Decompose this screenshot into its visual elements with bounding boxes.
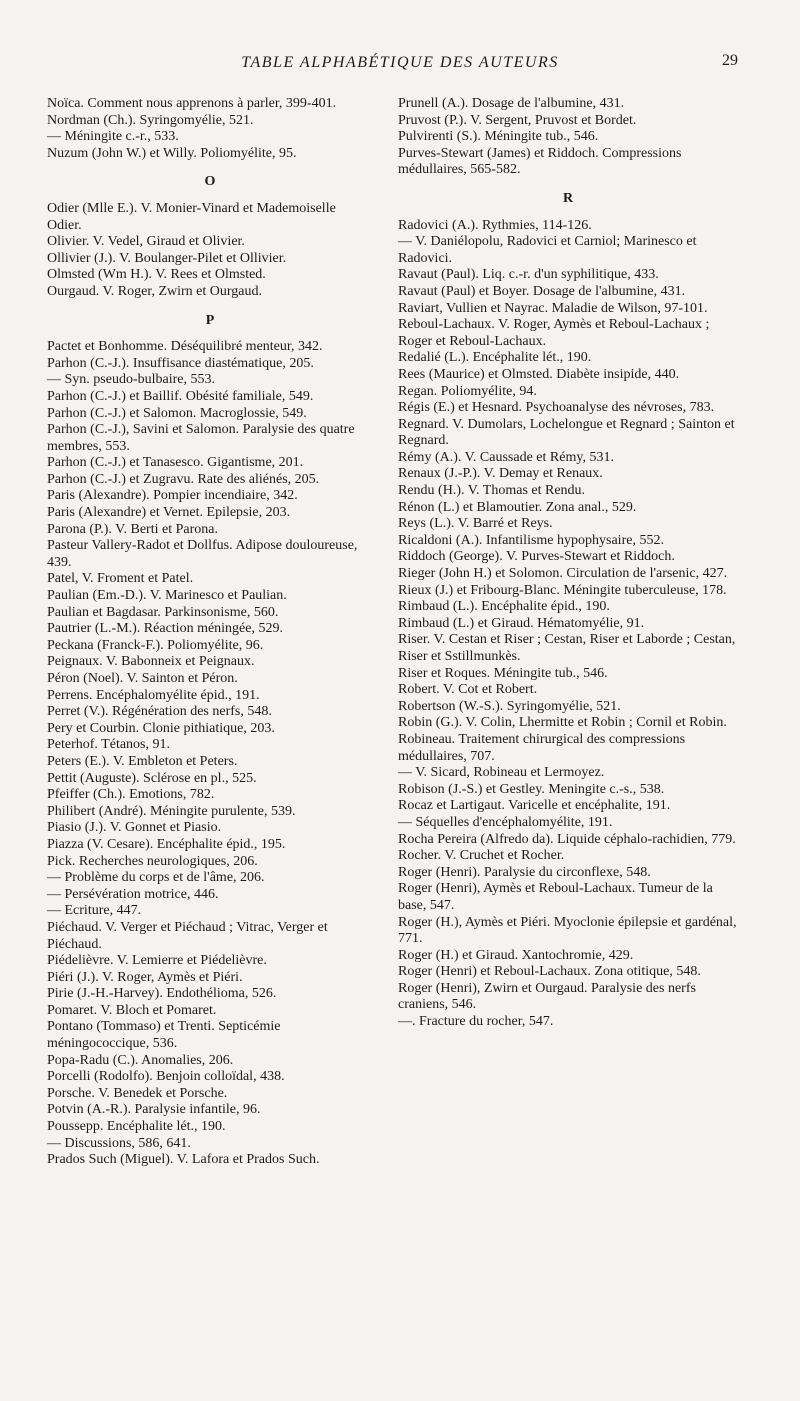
index-entry: Robertson (W.-S.). Syringomyélie, 521. [398,698,621,714]
index-entry: Reys (L.). V. Barré et Reys. [398,516,553,532]
index-entry: Pomaret. V. Bloch et Pomaret. [47,1002,217,1018]
index-entry: Porsche. V. Benedek et Porsche. [47,1085,228,1101]
index-entry: Parona (P.). V. Berti et Parona. [47,521,218,537]
index-entry: Pactet et Bonhomme. Déséquilibré menteur, 342. [47,339,323,355]
index-entry: Parhon (C.-J.) et Salomon. Macroglossie, 549. [47,405,307,421]
index-entry: Rendu (H.). V. Thomas et Rendu. [398,483,586,499]
index-entry: Paris (Alexandre) et Vernet. Epilepsie, 203. [47,505,291,521]
index-entry: Popa-Radu (C.). Anomalies, 206. [47,1052,234,1068]
index-entry: Peckana (Franck-F.). Poliomyélite, 96. [47,637,264,653]
left-column [47,96,373,1169]
index-entry: Redalié (L.). Encéphalite lét., 190. [398,350,592,366]
index-entry: Prunell (A.). Dosage de l'albumine, 431. [398,96,625,111]
index-entry: Ricaldoni (A.). Infantilisme hypophysaire, 552. [398,532,664,548]
index-entry: Parhon (C.-J.), Savini et Salomon. Paralysie des quatre membres, 553. [47,422,355,454]
index-entry: Ollivier (J.). V. Boulanger-Pilet et Ollivier. [47,250,287,266]
index-entry: Pasteur Vallery-Radot et Dollfus. Adipose douloureuse, 439. [47,538,358,570]
index-entry: Robison (J.-S.) et Gestley. Meningite c.-s., 538. [398,781,665,797]
index-entry: Porcelli (Rodolfo). Benjoin colloïdal, 438. [47,1069,285,1085]
index-entry: Noïca. Comment nous apprenons à parler, 399-401. [47,96,337,111]
index-entry: Parhon (C.-J.) et Baillif. Obésité familiale, 549. [47,388,314,404]
index-entry: Potvin (A.-R.). Paralysie infantile, 96. [47,1102,261,1118]
index-entry: Philibert (André). Méningite purulente, 539. [47,803,296,819]
index-entry: Regan. Poliomyélite, 94. [398,383,537,399]
index-entry: Pautrier (L.-M.). Réaction méningée, 529. [47,621,283,637]
index-entry: — V. Daniélopolu, Radovici et Carniol; Marinesco et Radovici. [398,234,697,266]
index-entry: Rieux (J.) et Fribourg-Blanc. Méningite tuberculeuse, 178. [398,582,727,598]
index-entry: Pontano (Tommaso) et Trenti. Septicémie méningococcique, 536. [47,1019,281,1052]
index-entry: Rénon (L.) et Blamoutier. Zona anal., 529. [398,499,637,515]
index-entry: — Syn. pseudo-bulbaire, 553. [47,372,215,388]
index-entry: Piéchaud. V. Verger et Piéchaud ; Vitrac, Verger et Piéchaud. [47,919,328,952]
index-entry: Patel, V. Froment et Patel. [47,571,194,587]
index-entry: Riddoch (George). V. Purves-Stewart et Riddoch. [398,549,675,565]
index-entry: Rimbaud (L.) et Giraud. Hématomyélie, 91. [398,615,645,631]
index-entry: Roger (H.), Aymès et Piéri. Myoclonie épilepsie et gardénal, 771. [398,914,737,947]
index-entry: Roger (Henri). Paralysie du circonflexe, 548. [398,864,651,880]
index-entry: Rocha Pereira (Alfredo da). Liquide céphalo-rachidien, 779. [398,831,736,847]
index-entry: Perret (V.). Régénération des nerfs, 548. [47,704,272,720]
index-entry: Rimbaud (L.). Encéphalite épid., 190. [398,599,610,615]
index-entry: Piazza (V. Cesare). Encéphalite épid., 195. [47,836,286,852]
index-entry: Piéri (J.). V. Roger, Aymès et Piéri. [47,969,243,985]
index-entry: Peignaux. V. Babonneix et Peignaux. [47,654,255,670]
index-entry: Pirie (J.-H.-Harvey). Endothélioma, 526. [47,986,277,1002]
index-entry: Paulian (Em.-D.). V. Marinesco et Paulian. [47,588,287,604]
index-entry: Ravaut (Paul) et Boyer. Dosage de l'albumine, 431. [398,283,686,299]
index-entry: Robin (G.). V. Colin, Lhermitte et Robin ; Cornil et Robin. [398,715,727,731]
index-entry: Nordman (Ch.). Syringomyélie, 521. [47,112,254,128]
index-entry: Perrens. Encéphalomyélite épid., 191. [47,687,260,703]
index-entry: Peters (E.). V. Embleton et Peters. [47,753,238,769]
index-entry: Nuzum (John W.) et Willy. Poliomyélite, 95. [47,145,297,161]
index-entry: Paris (Alexandre). Pompier incendiaire, 342. [47,488,298,504]
index-entry: Roger (Henri), Aymès et Reboul-Lachaux. Tumeur de la base, 547. [398,881,713,913]
index-entry: Rieger (John H.) et Solomon. Circulation de l'arsenic, 427. [398,566,728,582]
index-entry: —. Fracture du rocher, 547. [398,1014,554,1030]
index-entry: Ravaut (Paul). Liq. c.-r. d'un syphilitique, 433. [398,267,659,283]
section-letter: R [562,190,574,206]
index-entry: — Problème du corps et de l'âme, 206. [47,870,265,886]
index-entry: Pruvost (P.). V. Sergent, Pruvost et Bordet. [398,112,637,128]
index-entry: — V. Sicard, Robineau et Lermoyez. [398,765,605,781]
index-entry: — Discussions, 586, 641. [47,1135,191,1151]
index-entry: Poussepp. Encéphalite lét., 190. [47,1119,226,1135]
index-entry: Regnard. V. Dumolars, Lochelongue et Regnard ; Sainton et Regnard. [398,416,735,449]
right-column [398,96,738,1031]
index-entry: Rocher. V. Cruchet et Rocher. [398,848,565,864]
index-entry: Reboul-Lachaux. V. Roger, Aymès et Reboul-Lachaux ; Roger et Reboul-Lachaux. [398,317,710,349]
index-entry: Roger (H.) et Giraud. Xantochromie, 429. [398,947,634,963]
index-entry: Régis (E.) et Hesnard. Psychoanalyse des névroses, 783. [398,400,715,416]
index-entry: Robineau. Traitement chirurgical des compressions médullaires, 707. [398,731,686,764]
index-entry: Prados Such (Miguel). V. Lafora et Prados Such. [47,1152,320,1168]
index-entry: — Ecriture, 447. [47,903,142,919]
index-entry: Pettit (Auguste). Sclérose en pl., 525. [47,770,257,786]
index-entry: Renaux (J.-P.). V. Demay et Renaux. [398,466,603,482]
index-entry: Piédelièvre. V. Lemierre et Piédelièvre. [47,953,267,969]
page-header [0,54,800,84]
section-letter: O [204,174,216,190]
index-entry: Robert. V. Cot et Robert. [398,682,538,698]
index-entry: Raviart, Vullien et Nayrac. Maladie de Wilson, 97-101. [398,300,708,316]
index-entry: — Persévération motrice, 446. [47,886,219,902]
index-entry: Parhon (C.-J.) et Tanasesco. Gigantisme, 201. [47,455,304,471]
index-entry: Paulian et Bagdasar. Parkinsonisme, 560. [47,604,279,620]
index-entry: Pfeiffer (Ch.). Emotions, 782. [47,787,215,803]
index-entry: Ourgaud. V. Roger, Zwirn et Ourgaud. [47,283,262,299]
index-entry: Piasio (J.). V. Gonnet et Piasio. [47,820,222,836]
index-entry: Roger (Henri) et Reboul-Lachaux. Zona otitique, 548. [398,964,701,980]
index-entry: Péron (Noel). V. Sainton et Péron. [47,671,238,686]
index-entry: Roger (Henri), Zwirn et Ourgaud. Paralysie des nerfs craniens, 546. [398,980,696,1013]
index-entry: Pick. Recherches neurologiques, 206. [47,853,258,869]
index-entry: Parhon (C.-J.). Insuffisance diastématique, 205. [47,355,314,371]
index-entry: Parhon (C.-J.) et Zugravu. Rate des aliénés, 205. [47,471,320,487]
index-entry: Odier (Mlle E.). V. Monier-Vinard et Mademoiselle Odier. [47,200,336,233]
index-entry: — Méningite c.-r., 533. [47,129,179,145]
index-entry: Riser. V. Cestan et Riser ; Cestan, Riser et Laborde ; Cestan, Riser et Sstillmunkès. [398,632,736,664]
index-entry: Pery et Courbin. Clonie pithiatique, 203. [47,720,275,736]
index-entry: Pulvirenti (S.). Méningite tub., 546. [398,129,599,145]
index-entry: Olmsted (Wm H.). V. Rees et Olmsted. [47,267,266,283]
index-entry: Rocaz et Lartigaut. Varicelle et encéphalite, 191. [398,798,671,814]
index-entry: Purves-Stewart (James) et Riddoch. Compressions médullaires, 565-582. [398,145,682,178]
index-entry: Rémy (A.). V. Caussade et Rémy, 531. [398,449,614,465]
index-entry: Peterhof. Tétanos, 91. [47,737,170,753]
index-entry: Radovici (A.). Rythmies, 114-126. [398,217,592,233]
section-letter: P [205,312,215,328]
index-entry: — Séquelles d'encéphalomyélite, 191. [398,814,613,830]
index-entry: Rees (Maurice) et Olmsted. Diabète insipide, 440. [398,366,680,382]
index-entry: Olivier. V. Vedel, Giraud et Olivier. [47,234,245,250]
running-title: TABLE ALPHABÉTIQUE DES AUTEURS [241,54,559,71]
index-entry: Riser et Roques. Méningite tub., 546. [398,665,608,681]
page-number: 29 [722,52,738,69]
